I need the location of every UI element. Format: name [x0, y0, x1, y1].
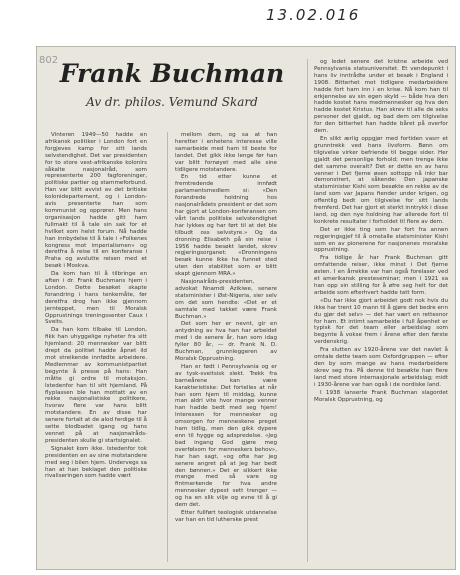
paragraph: En tid etter kunne et fremtredende innfødt parlamentsmedlem si: «Den forandrede holdning hos nasjonalrådets president er det som har gjort at London-konferansen om vårt lands politiske selvstendighet har lykkes og har ført til at det ble tilbudt oss selvstyre.» Og da dronning Elisabeth på sin reise i 1956 hadde besøkt landet, skrev regjeringsorganet: «Dronningens besøk kunne ikke ha funnet sted uten den stabilitet som er blitt skapt gjennom MRA.»	[175, 174, 277, 278]
archive-stamp: 802	[39, 55, 59, 66]
paragraph: Etter fullført teologisk utdannelse var han en tid lutherske prest	[175, 509, 277, 523]
column-divider	[307, 59, 308, 562]
paragraph: Det som her er nevnt, gir en antydning av hva han har arbeidet med i de senere år, han som idag fyller 80 år, — dr. Frank N. D. Buchman, grunnleggeren av Moralsk Opprustning.	[175, 321, 277, 362]
article-column-2	[175, 132, 277, 525]
paragraph: og ledet senere det kristne arbeide ved Pennsylvania statsuniversitet. Et vendepunkt i hans liv inntrådte under et besøk i England i 1908. Bitterhet mot tidligere medarbeidere hadde fort ham inn i en krise. Nå kom han til erkjennelse av sin egen skyld — både hva den hadde kostet hans medmennesker og hva den hadde kostet Kristus. Han skrev til alle de seks personer det gjaldt, og bad dem om tilgivelse for den bitterhet han hadde båret på overfor dem.	[314, 59, 448, 135]
column-divider	[167, 132, 168, 562]
paragraph: Han er født i Pennsylvania og er av tysk-sveitsisk slekt. Trekk fra barneårene kan være karakteristiske: Det fortelles at når han som hjem til middag, kunne man aldri vite hvor mange venner han hadde bedt med seg hjem! Interessen for mennesker og omsorgen for menneskene preget ham tidlig, men den gikk dypere enn til hygge og adspredelse. «Jeg bad ingang God gjøre meg overfølsom for menneskers behov», har han sagt, «og ofte har jeg senere angret på at jeg har bedt den bønnen.» Det er sikkert ikke mange med så vare og fintmerkende for hva andre mennesker dypest sett trenger — og ha en slik vilje og evne til å gi dem det.	[175, 363, 277, 509]
newspaper-clipping	[36, 46, 456, 570]
paragraph: I 1938 lanserte Frank Buchman slagordet Moralsk Opprustning, og	[314, 389, 448, 403]
paragraph: «Du har ikke gjort arbeidet godt nok hvis du ikke har trent 10 mann til å gjøre det bedre enn du gjør det selv» — det har vært en rettesnor for ham. Et intimt samarbeide i full åpenhet er typisk for det team eller arbeidslag som begynte å vokse frem i årene efter den første verdenskrig.	[314, 297, 448, 346]
paragraph: Det er ikke ting som har fort fra annen regjeringsgjef til å omstalle statsminister Kishi som en av pionerene for nasjonenes moralske opprustning.	[314, 226, 448, 254]
article-column-1	[45, 132, 147, 481]
paragraph: Vinteren 1949—50 hadde en afrikansk politiker i London fort en forgjeves kamp for sitt lands selvstendighet. Det var presidenten for to store vest-afrikanske kolonirs såkalte nasjonalråd, som representerte 200 fagforeninger, politiske partier og stammeforbund. Han var blitt avvist av det britiske kolonidepartement, og i London-avis presenterte han som kommunist og opprører. Men hans organisasjon hadde gitt ham fullmakt til å tale sin sak for et hvilket som helst forum. Nå hadde han innbydelse til å tale i «Folkenes kongress mot imperialismen» og deretfra å reise til en konferanse i Praha og avslutte reisen med et besøk i Moskva.	[45, 132, 147, 270]
paragraph: Nasjonalråds-presidenten, advokat Nnamdi Azikiwe, senere statsminister i Øst-Nigeria, sier selv om det som hendte: «Det er et samtale med takket være Frank Buchman.»	[175, 279, 277, 320]
paragraph: Fra slutten av 1920-årene var det navlet å omtale dette team som Oxfordgruppen — efter den by som mange av hans medarbeidere skrev seg fra. På denne tid besøkte han flere land med store internasjonale arbeidslag; midt i 1930-årene var han også i de nordiske land.	[314, 347, 448, 388]
article-column-3	[314, 59, 448, 404]
paragraph: Da kom han til å tilbringe en aften i dr. Frank Buchmans hjem i London. Dette besøket skapte forandring i hans tenkemåte, før deretfra drog han ikke gjennom jernteppet, men til Moralsk Opprustnings treningssenter Caux i Sveits.	[45, 271, 147, 326]
article-byline: Av dr. philos. Vemund Skard	[86, 95, 258, 109]
paragraph: Da han kom tilbake til London, fikk han uhyggelige nyheter fra sitt hjemland: 20 mennesker var blitt drept da politiet hadde åpnet ild mot streikende innfødte arbeidere. Medlemmer av kommunistpartiet begynte å presse på hans: Han måtte gi ordre til motaksjon. Istedenfor han til sitt hjemland. På flyplassen ble han mottatt av en rekke nasjonalistiske politikere, hvorav flere var hans blitt motstandere. En av disse har senere fortalt at de alod ferdige til å sette blodbadet igang og hans vennet på at nasjonalråds-presidenten skulle gi startsignalet.	[45, 327, 147, 444]
paragraph: Signalet kom ikke. Istedenfor tok presidenten en av sine motstandere med seg i bilen hjem. Undervegs sa han at han beklaget den politiske rivaliseringen som hadde vært	[45, 445, 147, 480]
article-title: Frank Buchman	[59, 59, 285, 88]
paragraph: Fra tidlige år har Frank Buchman gitt omfattende reiser, ikke minst i Det fjerne østen. I en årrekke var han også forelaser ved et amerikansk presteseminar; men i 1921 sa han opp sin stilling for å øfre seg helt for det arbeide som efterhvert hadde tatt form.	[314, 255, 448, 296]
handwritten-date: 13.02.016	[266, 6, 361, 24]
paragraph: En slikt ærlig oppgjør med fortiden vasrr et grunntrekk ved hans livsform. Bønn om tilgivelse virker befriende til begge sider. Her gjaldt det personlige forhold; men trenge ikke det samme overalt? Det er dette en av hans venner i Det fjerne øsen sottopp nå inkr bar demonstrert, at såkende: Den japanske statsminister Kishi som besøkte en rekke av de land som var Japans fiender under krigen, og offentlig bedt om tilgivelse for sitt lands fremferd. Det har gjort et sterkt inntrykk i disse land, og den nye holdning har allerede fort til konkrete resultater i forholdet til flere av dem.	[314, 135, 448, 225]
paragraph: mellom dem, og sa at han heretter i enhetens interesse ville samarbeide med ham til beste for landet. Det gikk ikke lenge før han var blitt fornøyet med alle sine tidligere motstandere.	[175, 132, 277, 173]
